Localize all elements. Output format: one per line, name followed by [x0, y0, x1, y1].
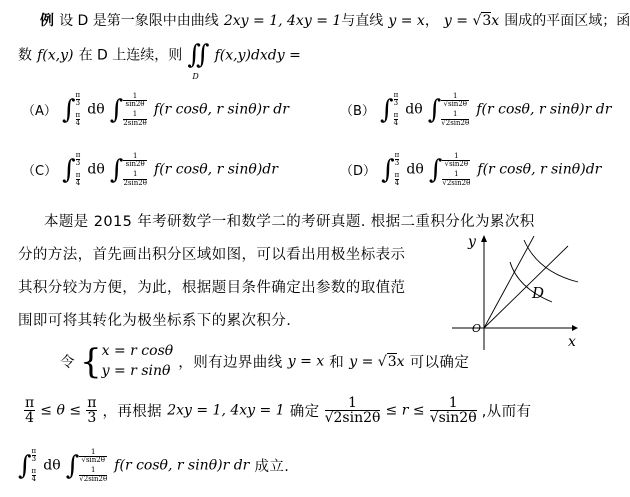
frac-r-upper: $\frac{1}{√\sin 2\theta}$	[429, 395, 477, 426]
let-tail-b: 可以确定	[409, 355, 470, 372]
problem-line-1	[40, 10, 630, 30]
problem-text-2a: 数	[18, 47, 32, 64]
sep: ，	[424, 13, 439, 29]
region-figure	[448, 232, 588, 352]
option-a-label: （A）	[22, 104, 57, 120]
line-y-x	[484, 246, 568, 328]
line-y-eq-sqrt3x: y = √3x	[443, 13, 500, 29]
let-and: 和	[329, 355, 345, 372]
let-word: 令	[60, 355, 75, 372]
option-c[interactable]: （C） ∫ π 3 π 4 dθ ∫ 1 sin2θ 1 2sin2θ f(r cosθ, r sinθ)dr	[22, 151, 278, 188]
line-y-sqrt3x	[484, 236, 534, 328]
line-y-eq-x: y = x	[388, 13, 425, 29]
sub-x: x = r cosθ	[101, 343, 174, 359]
problem-text-1c: 围成的平面区域；函	[504, 13, 630, 29]
option-a-expr: f(r cosθ, r sinθ)r dr	[153, 101, 289, 118]
option-b[interactable]: （B） ∫ π 3 π 4 dθ ∫ 1 √sin2θ 1 √2sin2θ f(r cosθ, r sinθ)r dr	[340, 91, 612, 128]
option-d[interactable]: （D） ∫ π 3 π 4 dθ ∫ 1 √sin2θ 1 √2sin2θ f(r cosθ, r sinθ)dr	[340, 151, 602, 188]
double-integral: ∬ D	[187, 40, 210, 81]
option-b-label: （B）	[340, 104, 375, 120]
solution-p2: 分的方法，首先画出积分区域如图，可以看出用极坐标表示	[18, 247, 406, 263]
range-curves: 2xy = 1, 4xy = 1	[167, 402, 285, 419]
problem-text-1a: 设 D 是第一象限中由曲线	[59, 13, 219, 29]
substitution-line: 令 { x = r cosθ y = r sinθ ，则有边界曲线 y = x 和 y = √3x 可以确定	[60, 341, 470, 382]
solution-p1: 本题是 2015 年考研数学一和数学二的考研真题. 根据二重积分化为累次积	[44, 214, 535, 230]
boundary-y-eq-x: y = x	[287, 353, 325, 370]
solution-p3: 其积分较为方便，为此，根据题目条件确定出参数的取值范	[18, 280, 406, 296]
option-b-expr: f(r cosθ, r sinθ)r dr	[476, 101, 612, 118]
frac-r-lower: $\frac{1}{√2\sin 2\theta}$	[324, 395, 381, 426]
theta-range: ≤ θ ≤	[40, 402, 82, 419]
problem-line-2	[18, 40, 301, 81]
y-axis-arrow	[481, 235, 487, 242]
curve-2xy-1	[524, 240, 578, 282]
final-expr: f(r cosθ, r sinθ)r dr	[114, 457, 250, 474]
r-range: ≤ r ≤	[385, 402, 425, 419]
region-label: D	[532, 284, 545, 302]
integrand: f(x,y)dxdy =	[214, 47, 301, 64]
sub-y: y = r sinθ	[101, 362, 171, 379]
x-axis-label: x	[568, 334, 576, 350]
option-a[interactable]: （A） ∫ π 3 π 4 dθ ∫ 1 sin2θ 1 2sin2θ f(r cosθ, r sinθ)r dr	[22, 91, 289, 128]
example-tag: 例	[40, 13, 54, 29]
solution-p4: 围即可将其转化为极坐标系下的累次积分.	[18, 313, 292, 329]
option-d-label: （D）	[340, 164, 377, 180]
frac-pi-4: $\frac{\pi}{4}$	[25, 395, 35, 426]
option-c-expr: f(r cosθ, r sinθ)dr	[154, 161, 278, 178]
range-line	[24, 396, 531, 425]
frac-pi-3: $\frac{\pi}{3}$	[87, 395, 97, 426]
x-axis-arrow	[572, 325, 578, 331]
y-axis-label: y	[468, 234, 476, 250]
option-c-label: （C）	[22, 164, 58, 180]
boundary-y-eq-sqrt3x: y = √3x	[349, 354, 405, 371]
option-d-expr: f(r cosθ, r sinθ)dr	[477, 161, 602, 178]
let-tail-a: ，则有边界曲线	[178, 355, 283, 372]
curves-expr: 2xy = 1, 4xy = 1	[223, 13, 342, 29]
final-line: ∫ π 3 π 4 dθ ∫ 1 √sin2θ 1 √2sin2θ f(r cosθ, r sinθ)r dr 成立.	[18, 447, 290, 484]
function-f: f(x,y)	[37, 47, 74, 64]
origin-label: O	[472, 322, 482, 335]
range-tail: ,从而有	[481, 404, 532, 420]
range-mid2: 确定	[289, 404, 320, 420]
problem-text-2b: 在 D 上连续，则	[78, 47, 183, 64]
range-mid: ，再根据	[102, 404, 163, 420]
problem-text-1b: 与直线	[341, 13, 384, 29]
final-tail: 成立.	[254, 459, 290, 476]
